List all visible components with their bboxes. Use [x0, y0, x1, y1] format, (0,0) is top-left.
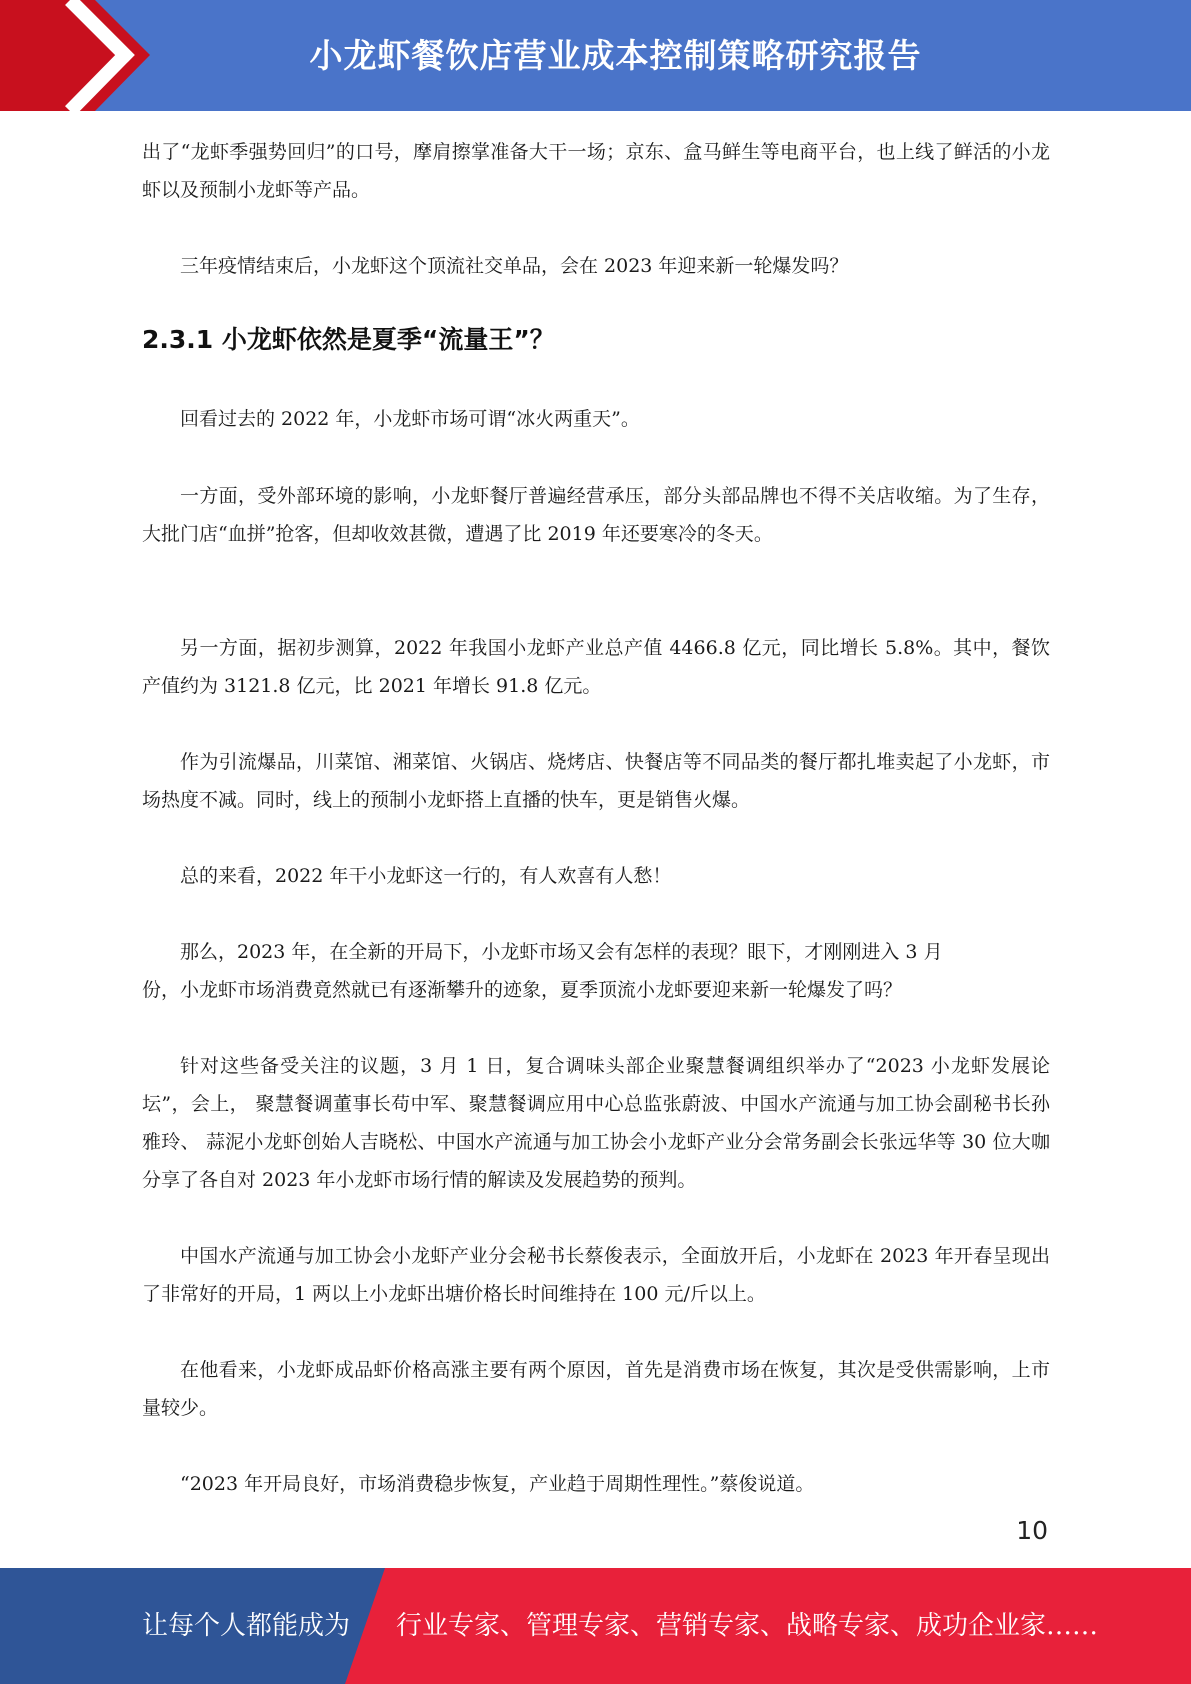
page-number: 10 — [1016, 1516, 1048, 1545]
paragraph-11: 在他看来，小龙虾成品虾价格高涨主要有两个原因，首先是消费市场在恢复，其次是受供需影响，上市量较少。 — [142, 1359, 1050, 1419]
paragraph-5: 另一方面，据初步测算，2022 年我国小龙虾产业总产值 4466.8 亿元，同比增长 5.8%。其中，餐饮产值约为 3121.8 亿元，比 2021 年增长 91.8 亿元。 — [142, 637, 1050, 697]
paragraph-8-line-1: 那么，2023 年，在全新的开局下，小龙虾市场又会有怎样的表现？眼下，才刚刚进入 3 月 — [180, 941, 943, 963]
footer-slogan-right: 行业专家、管理专家、营销专家、战略专家、成功企业家…… — [396, 1611, 1099, 1641]
paragraph-1: 出了“龙虾季强势回归”的口号，摩肩擦掌准备大干一场；京东、盒马鲜生等电商平台，也上线了鲜活的小龙虾以及预制小龙虾等产品。 — [142, 141, 1050, 201]
paragraph-7: 总的来看，2022 年干小龙虾这一行的，有人欢喜有人愁！ — [180, 865, 672, 887]
footer-slogan-left: 让每个人都能成为 — [142, 1611, 351, 1641]
paragraph-8-line-2: 份，小龙虾市场消费竟然就已有逐渐攀升的迹象，夏季顶流小龙虾要迎来新一轮爆发了吗？ — [142, 979, 903, 1001]
section-heading: 2.3.1 小龙虾依然是夏季“流量王”？ — [142, 325, 555, 354]
paragraph-10: 中国水产流通与加工协会小龙虾产业分会秘书长蔡俊表示，全面放开后，小龙虾在 2023 年开春呈现出了非常好的开局，1 两以上小龙虾出塘价格长时间维持在 100 元/斤以上。 — [142, 1245, 1050, 1305]
report-title: 小龙虾餐饮店营业成本控制策略研究报告 — [309, 36, 922, 75]
footer-banner — [0, 1568, 1191, 1684]
header-arrow-decoration — [0, 0, 150, 111]
paragraph-2: 三年疫情结束后，小龙虾这个顶流社交单品，会在 2023 年迎来新一轮爆发吗？ — [180, 255, 849, 277]
header-banner — [0, 0, 1191, 111]
paragraph-6: 作为引流爆品，川菜馆、湘菜馆、火锅店、烧烤店、快餐店等不同品类的餐厅都扎堆卖起了小龙虾，市场热度不减。同时，线上的预制小龙虾搭上直播的快车，更是销售火爆。 — [142, 751, 1050, 811]
paragraph-12: “2023 年开局良好，市场消费稳步恢复，产业趋于周期性理性。”蔡俊说道。 — [180, 1473, 815, 1495]
paragraph-9: 针对这些备受关注的议题，3 月 1 日，复合调味头部企业聚慧餐调组织举办了“2023 小龙虾发展论坛”，会上， 聚慧餐调董事长苟中军、聚慧餐调应用中心总监张蔚波、中国水产流通与加工协会副秘书长孙雅玲、 蒜泥小龙虾创始人吉晓松、中国水产流通与加工协会小龙虾产业分会常务副会长张远华等 30 位大咖分享了各自对 2023 年小龙虾市场行情的解读及发展趋势的预判。 — [142, 1055, 1050, 1191]
paragraph-3: 回看过去的 2022 年，小龙虾市场可谓“冰火两重天”。 — [180, 408, 640, 430]
paragraph-4: 一方面，受外部环境的影响，小龙虾餐厅普遍经营承压，部分头部品牌也不得不关店收缩。为了生存，大批门店“血拼”抢客，但却收效甚微，遭遇了比 2019 年还要寒冷的冬天。 — [142, 485, 1050, 545]
